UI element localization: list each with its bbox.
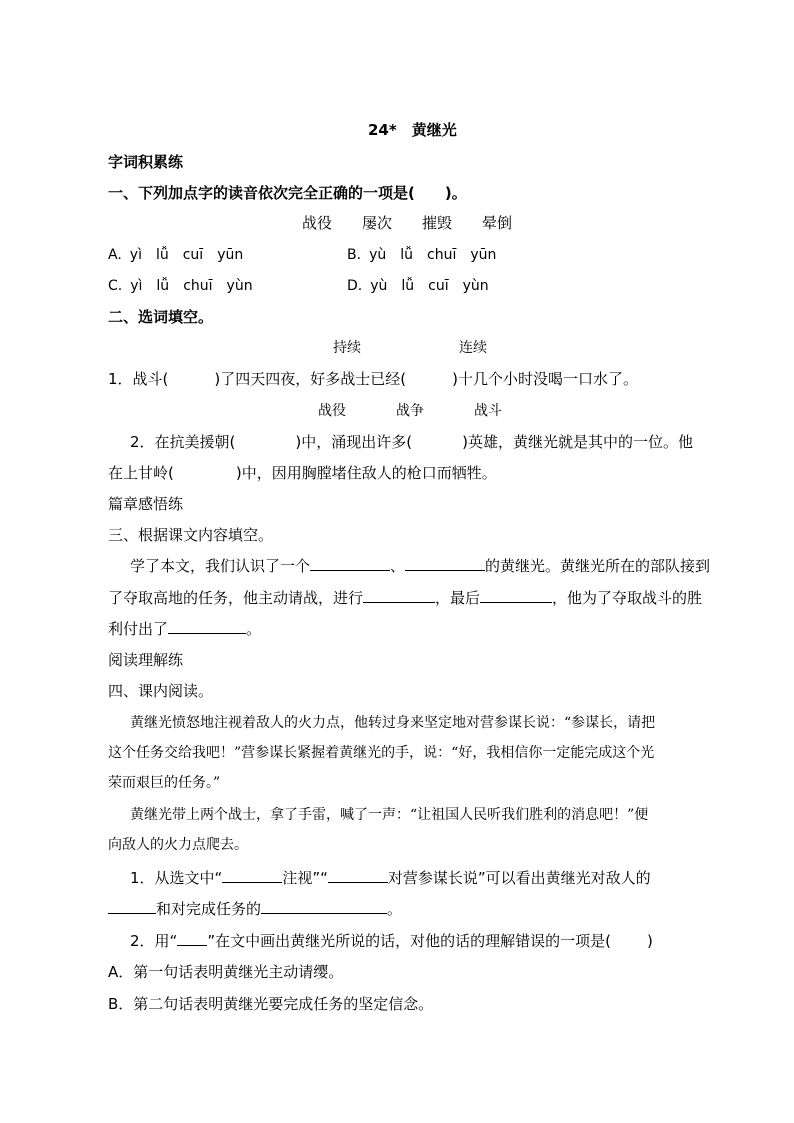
- q1-word: 晕倒: [482, 214, 513, 232]
- sentence-text: ”在文中画出黄继光所说的话，对他的话的理解错误的一项是(: [207, 932, 611, 950]
- pinyin: cuī: [428, 278, 449, 294]
- pinyin: yùn: [226, 278, 253, 294]
- sentence-text: ): [646, 932, 653, 950]
- q1-word: 摧毁: [422, 214, 453, 232]
- sentence-text: 利付出了: [108, 620, 169, 638]
- sentence-text: 1．从选文中“: [130, 869, 223, 887]
- q2-word-list-1: [333, 338, 487, 358]
- q4-sub-2: [130, 931, 653, 951]
- pinyin: lǚ: [400, 247, 413, 263]
- pinyin: yùn: [462, 278, 489, 294]
- passage-line: 荣而艰巨的任务。”: [108, 775, 221, 791]
- q3-line-2: [108, 588, 702, 608]
- sentence-text: 1．战斗(: [108, 370, 169, 388]
- q2-sentence-2: [130, 432, 693, 452]
- question-4-stem: 四、课内阅读。: [108, 682, 214, 700]
- sentence-text: 2．用“: [130, 932, 178, 950]
- fill-blank[interactable]: [310, 556, 390, 571]
- sentence-text: )十几个小时没喝一口水了。: [452, 370, 638, 388]
- passage-line: 向敌人的火力点爬去。: [108, 837, 248, 853]
- sentence-text: 注视”“: [282, 869, 328, 887]
- question-1-stem: [108, 183, 467, 203]
- sentence-text: 了夺取高地的任务，他主动请战，进行: [108, 589, 364, 607]
- q1-word: 屡次: [362, 214, 393, 232]
- sentence-text: )中，涌现出许多(: [295, 433, 413, 451]
- q1-option-b[interactable]: [347, 245, 496, 265]
- pinyin: chuī: [183, 278, 213, 294]
- pinyin: yì: [130, 278, 143, 294]
- sentence-text: )中，因用胸膛堵住敌人的枪口而牺牲。: [235, 464, 497, 482]
- q2-word: 连续: [459, 340, 487, 356]
- fill-blank[interactable]: [405, 556, 485, 571]
- sentence-text: ，最后: [435, 589, 481, 607]
- pinyin: yù: [369, 247, 387, 263]
- q1-stem-end: )。: [444, 184, 467, 202]
- section-heading-reflection: 篇章感悟练: [108, 495, 184, 513]
- sentence-text: 2．在抗美援朝(: [130, 433, 236, 451]
- sentence-text: 。: [387, 900, 403, 918]
- option-label: C.: [108, 278, 123, 294]
- pinyin: yì: [129, 247, 142, 263]
- q1-option-a[interactable]: [108, 245, 243, 265]
- q4-option-a[interactable]: A．第一句话表明黄继光主动请缨。: [108, 963, 344, 981]
- pinyin: chuī: [427, 247, 457, 263]
- sentence-text: 学了本文，我们认识了一个: [130, 557, 311, 575]
- pinyin: lǚ: [156, 278, 170, 294]
- q2-word-list-2: [318, 401, 502, 421]
- question-3-stem: 三、根据课文内容填空。: [108, 526, 274, 544]
- passage-line: 黄继光愤怒地注视着敌人的火力点，他转过身来坚定地对营参谋长说：“参谋长，请把: [130, 715, 656, 731]
- passage-line: 黄继光带上两个战士，拿了手雷，喊了一声：“让祖国人民听我们胜利的消息吧！”便: [130, 807, 649, 823]
- sentence-text: 和对完成任务的: [156, 900, 262, 918]
- q1-word: 战役: [302, 214, 333, 232]
- passage-line: 这个任务交给我吧！”营参谋长紧握着黄继光的手，说：“好，我相信你一定能完成这个光: [108, 745, 655, 761]
- q4-sub-1: [130, 868, 651, 888]
- page-title: 24* 黄继光: [368, 121, 457, 139]
- fill-blank[interactable]: [168, 619, 246, 634]
- pinyin: lǚ: [401, 278, 415, 294]
- sentence-text: )了四天四夜，好多战士已经(: [214, 370, 407, 388]
- pinyin: yù: [370, 278, 388, 294]
- option-label: B.: [347, 247, 362, 263]
- q4-sub-1-cont: [108, 899, 402, 919]
- sentence-text: ，他为了夺取战斗的胜: [552, 589, 703, 607]
- q2-word: 战斗: [474, 403, 502, 419]
- fill-blank[interactable]: [480, 588, 552, 603]
- q2-word: 持续: [333, 340, 361, 356]
- sentence-text: 对营参谋长说”可以看出黄继光对敌人的: [387, 869, 651, 887]
- q1-option-c[interactable]: [108, 276, 253, 296]
- underline-sample: [177, 931, 207, 946]
- q2-sentence-2-cont: [108, 463, 497, 483]
- fill-blank[interactable]: [222, 868, 282, 883]
- fill-blank[interactable]: [328, 868, 388, 883]
- q2-word: 战役: [318, 403, 346, 419]
- fill-blank[interactable]: [363, 588, 435, 603]
- q4-option-b[interactable]: B．第二句话表明黄继光要完成任务的坚定信念。: [108, 995, 434, 1013]
- pinyin: yūn: [470, 247, 497, 263]
- pinyin: cuī: [182, 247, 204, 263]
- pinyin: lǚ: [155, 247, 169, 263]
- q2-word: 战争: [396, 403, 424, 419]
- q3-line-3: [108, 619, 261, 639]
- q2-sentence-1: [108, 369, 638, 389]
- q1-word-list: [302, 213, 512, 233]
- sentence-text: )英雄，黄继光就是其中的一位。他: [462, 433, 693, 451]
- sentence-text: 的黄继光。黄继光所在的部队接到: [485, 557, 711, 575]
- option-label: A.: [108, 247, 122, 263]
- q3-line-1: [130, 556, 710, 576]
- question-2-stem: 二、选词填空。: [108, 308, 214, 326]
- fill-blank[interactable]: [261, 899, 387, 914]
- sentence-text: 、: [390, 557, 406, 575]
- fill-blank[interactable]: [108, 899, 156, 914]
- section-heading-reading: 阅读理解练: [108, 651, 184, 669]
- option-label: D.: [347, 278, 363, 294]
- section-heading-vocabulary: 字词积累练: [108, 153, 184, 171]
- q1-stem-text: 一、下列加点字的读音依次完全正确的一项是(: [108, 184, 415, 202]
- sentence-text: 。: [246, 620, 262, 638]
- sentence-text: 在上甘岭(: [108, 464, 174, 482]
- q1-option-d[interactable]: [347, 276, 489, 296]
- pinyin: yūn: [217, 247, 244, 263]
